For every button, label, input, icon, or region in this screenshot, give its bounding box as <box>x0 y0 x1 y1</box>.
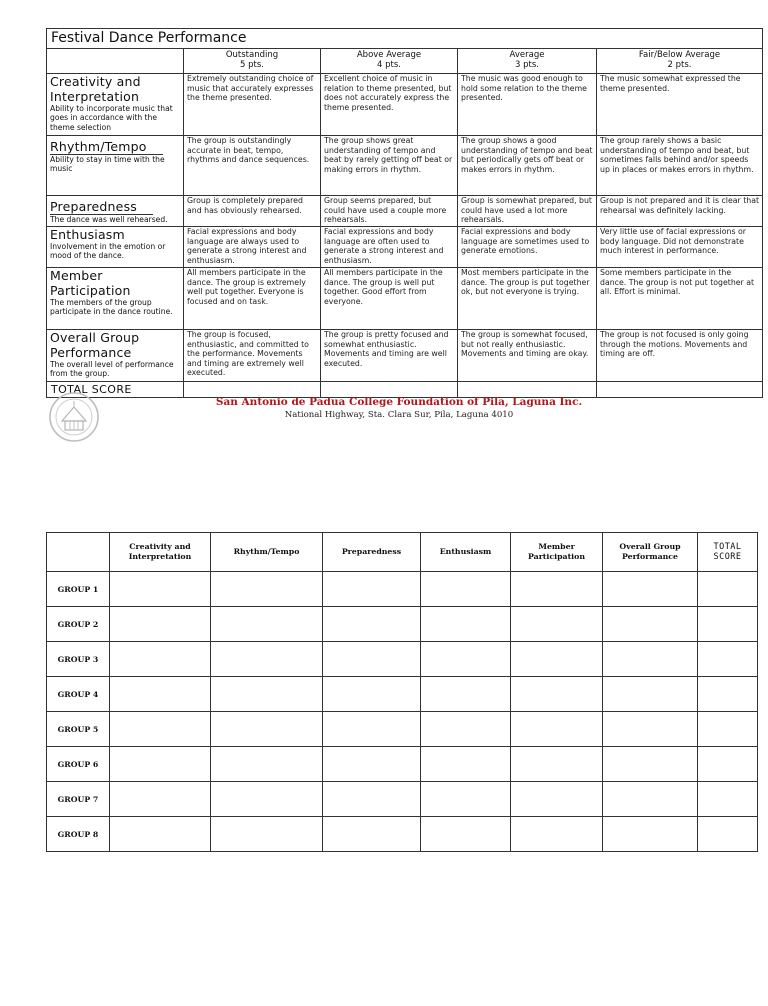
score-cell[interactable] <box>421 817 511 852</box>
score-cell[interactable] <box>110 572 211 607</box>
score-column-header: Preparedness <box>323 533 421 572</box>
score-cell[interactable] <box>698 572 758 607</box>
criterion-cell <box>47 330 184 382</box>
score-cell[interactable] <box>421 607 511 642</box>
score-cell[interactable] <box>110 607 211 642</box>
score-column-header: Enthusiasm <box>421 533 511 572</box>
score-cell[interactable] <box>211 817 323 852</box>
criterion-description: The group is pretty focused and somewhat enthusiastic. Movements and timing are well executed. <box>321 330 458 382</box>
criterion-row <box>47 268 763 330</box>
level-points: 2 pts. <box>667 60 692 70</box>
score-cell[interactable] <box>698 677 758 712</box>
score-cell[interactable] <box>323 572 421 607</box>
score-cell[interactable] <box>211 572 323 607</box>
score-cell[interactable] <box>323 747 421 782</box>
group-row <box>47 572 758 607</box>
level-header <box>597 49 763 74</box>
score-cell[interactable] <box>110 677 211 712</box>
criterion-name: Enthusiasm <box>50 227 125 242</box>
criterion-description: Group seems prepared, but could have used a couple more rehearsals. <box>321 196 458 227</box>
criterion-row <box>47 136 763 196</box>
criterion-description: Facial expressions and body language are sometimes used to generate emotions. <box>458 227 597 268</box>
criterion-subtitle: The members of the group participate in the dance routine. <box>50 298 173 317</box>
score-cell[interactable] <box>511 782 603 817</box>
score-cell[interactable] <box>603 677 698 712</box>
score-cell[interactable] <box>211 607 323 642</box>
score-cell[interactable] <box>421 677 511 712</box>
score-cell[interactable] <box>323 782 421 817</box>
score-cell[interactable] <box>421 712 511 747</box>
total-score-label: TOTAL SCORE <box>47 382 184 398</box>
criterion-description: The group rarely shows a basic understanding of tempo and beat, but sometimes falls behind and/or speeds up in places or makes errors in rhythm. <box>597 136 763 196</box>
blank-header-cell <box>47 49 184 74</box>
score-cell[interactable] <box>511 817 603 852</box>
score-cell[interactable] <box>511 677 603 712</box>
criterion-name: Creativity and Interpretation <box>50 74 141 104</box>
group-row <box>47 677 758 712</box>
score-cell[interactable] <box>511 572 603 607</box>
criterion-description: The group shows great understanding of tempo and beat by rarely getting off beat or making errors in rhythm. <box>321 136 458 196</box>
score-cell[interactable] <box>603 572 698 607</box>
score-column-header: Member Participation <box>511 533 603 572</box>
level-points: 4 pts. <box>377 60 401 70</box>
level-name: Above Average <box>356 50 422 60</box>
score-column-header: Rhythm/Tempo <box>211 533 323 572</box>
criterion-row <box>47 74 763 136</box>
score-cell[interactable] <box>110 642 211 677</box>
group-label: GROUP 3 <box>47 642 110 677</box>
group-row <box>47 642 758 677</box>
group-row <box>47 712 758 747</box>
group-label: GROUP 8 <box>47 817 110 852</box>
score-cell[interactable] <box>323 642 421 677</box>
criterion-cell <box>47 227 184 268</box>
score-cell[interactable] <box>603 747 698 782</box>
criterion-cell <box>47 196 184 227</box>
score-cell[interactable] <box>511 747 603 782</box>
criterion-cell <box>47 268 184 330</box>
criterion-subtitle: The dance was well rehearsed. <box>50 215 168 224</box>
score-cell[interactable] <box>110 817 211 852</box>
score-column-header: TOTAL SCORE <box>698 533 758 572</box>
group-row <box>47 607 758 642</box>
score-cell[interactable] <box>211 747 323 782</box>
criterion-cell <box>47 74 184 136</box>
criterion-name: Preparedness <box>50 199 153 215</box>
score-sheet-table <box>46 532 758 852</box>
score-cell[interactable] <box>421 572 511 607</box>
score-cell[interactable] <box>421 642 511 677</box>
score-cell[interactable] <box>698 642 758 677</box>
criterion-description: The music somewhat expressed the theme presented. <box>597 74 763 136</box>
group-row <box>47 817 758 852</box>
level-points: 3 pts. <box>515 60 539 70</box>
score-cell[interactable] <box>323 712 421 747</box>
criterion-row <box>47 227 763 268</box>
score-cell[interactable] <box>511 712 603 747</box>
level-points: 5 pts. <box>240 60 264 70</box>
criterion-subtitle: The overall level of performance from the group. <box>50 360 174 379</box>
criterion-name: Member Participation <box>50 268 131 298</box>
rubric-title: Festival Dance Performance <box>47 29 763 49</box>
score-column-header: Creativity and Interpretation <box>110 533 211 572</box>
criterion-description: Facial expressions and body language are always used to generate a strong interest and enthusiasm. <box>184 227 321 268</box>
group-label: GROUP 1 <box>47 572 110 607</box>
group-label: GROUP 2 <box>47 607 110 642</box>
score-cell[interactable] <box>511 607 603 642</box>
score-cell[interactable] <box>323 677 421 712</box>
group-label: GROUP 4 <box>47 677 110 712</box>
school-name: San Antonio de Padua College Foundation of Pila, Laguna Inc. <box>215 396 583 408</box>
score-cell[interactable] <box>211 782 323 817</box>
criterion-description: Group is somewhat prepared, but could have used a lot more rehearsals. <box>458 196 597 227</box>
level-name: Outstanding <box>225 50 279 60</box>
level-name: Average <box>509 50 545 60</box>
criterion-description: The group shows a good understanding of tempo and beat but periodically gets off beat or makes errors in rhythm. <box>458 136 597 196</box>
score-cell[interactable] <box>110 712 211 747</box>
score-cell[interactable] <box>421 747 511 782</box>
score-cell[interactable] <box>323 817 421 852</box>
criterion-description: Facial expressions and body language are often used to generate a strong interest and enthusiasm. <box>321 227 458 268</box>
criterion-row <box>47 330 763 382</box>
score-cell[interactable] <box>603 782 698 817</box>
group-row <box>47 747 758 782</box>
criterion-description: All members participate in the dance. The group is extremely well put together. Everyone is focused and on task. <box>184 268 321 330</box>
criterion-row <box>47 196 763 227</box>
school-address: National Highway, Sta. Clara Sur, Pila, Laguna 4010 <box>284 410 514 420</box>
score-cell[interactable] <box>211 642 323 677</box>
score-column-header: Overall Group Performance <box>603 533 698 572</box>
rubric-table <box>46 28 763 398</box>
score-cell[interactable] <box>603 607 698 642</box>
score-cell[interactable] <box>110 747 211 782</box>
criterion-subtitle: Involvement in the emotion or mood of the dance. <box>50 242 166 261</box>
criterion-description: The group is focused, enthusiastic, and committed to the performance. Movements and timing are extremely well executed. <box>184 330 321 382</box>
score-cell[interactable] <box>421 782 511 817</box>
score-cell[interactable] <box>603 817 698 852</box>
criterion-description: Very little use of facial expressions or body language. Did not demonstrate much interest in performance. <box>597 227 763 268</box>
criterion-description: All members participate in the dance. The group is well put together. Good effort from everyone. <box>321 268 458 330</box>
score-cell[interactable] <box>323 607 421 642</box>
group-label: GROUP 5 <box>47 712 110 747</box>
criterion-description: The group is somewhat focused, but not really enthusiastic. Movements and timing are okay. <box>458 330 597 382</box>
criterion-description: Most members participate in the dance. The group is put together ok, but not everyone is trying. <box>458 268 597 330</box>
criterion-description: The group is not focused is only going through the motions. Movements and timing are off. <box>597 330 763 382</box>
criterion-description: Extremely outstanding choice of music that accurately expresses the theme presented. <box>184 74 321 136</box>
rubric-title-row <box>47 29 763 49</box>
score-header-row <box>47 533 758 572</box>
level-name: Fair/Below Average <box>638 50 721 60</box>
score-cell[interactable] <box>603 642 698 677</box>
blank-header-cell <box>47 533 110 572</box>
group-row <box>47 782 758 817</box>
criterion-description: Excellent choice of music in relation to theme presented, but does not accurately express the theme presented. <box>321 74 458 136</box>
level-header <box>321 49 458 74</box>
score-cell[interactable] <box>211 712 323 747</box>
score-cell[interactable] <box>698 782 758 817</box>
group-label: GROUP 6 <box>47 747 110 782</box>
criterion-subtitle: Ability to incorporate music that goes in accordance with the theme selection <box>50 104 173 132</box>
criterion-description: Group is not prepared and it is clear that rehearsal was definitely lacking. <box>597 196 763 227</box>
criterion-description: The music was good enough to hold some relation to the theme presented. <box>458 74 597 136</box>
criterion-name: Rhythm/Tempo <box>50 139 163 155</box>
criterion-description: Some members participate in the dance. The group is not put together at all. Effort is minimal. <box>597 268 763 330</box>
score-cell[interactable] <box>110 782 211 817</box>
group-label: GROUP 7 <box>47 782 110 817</box>
level-header <box>184 49 321 74</box>
rubric-levels-row <box>47 49 763 74</box>
score-cell[interactable] <box>511 642 603 677</box>
criterion-description: Group is completely prepared and has obviously rehearsed. <box>184 196 321 227</box>
score-cell[interactable] <box>603 712 698 747</box>
score-cell[interactable] <box>698 712 758 747</box>
score-cell[interactable] <box>698 817 758 852</box>
criterion-name: Overall Group Performance <box>50 330 140 360</box>
criterion-subtitle: Ability to stay in time with the music <box>50 155 165 174</box>
score-cell[interactable] <box>698 607 758 642</box>
score-cell[interactable] <box>211 677 323 712</box>
criterion-cell <box>47 136 184 196</box>
criterion-description: The group is outstandingly accurate in beat, tempo, rhythms and dance sequences. <box>184 136 321 196</box>
level-header <box>458 49 597 74</box>
score-cell[interactable] <box>698 747 758 782</box>
